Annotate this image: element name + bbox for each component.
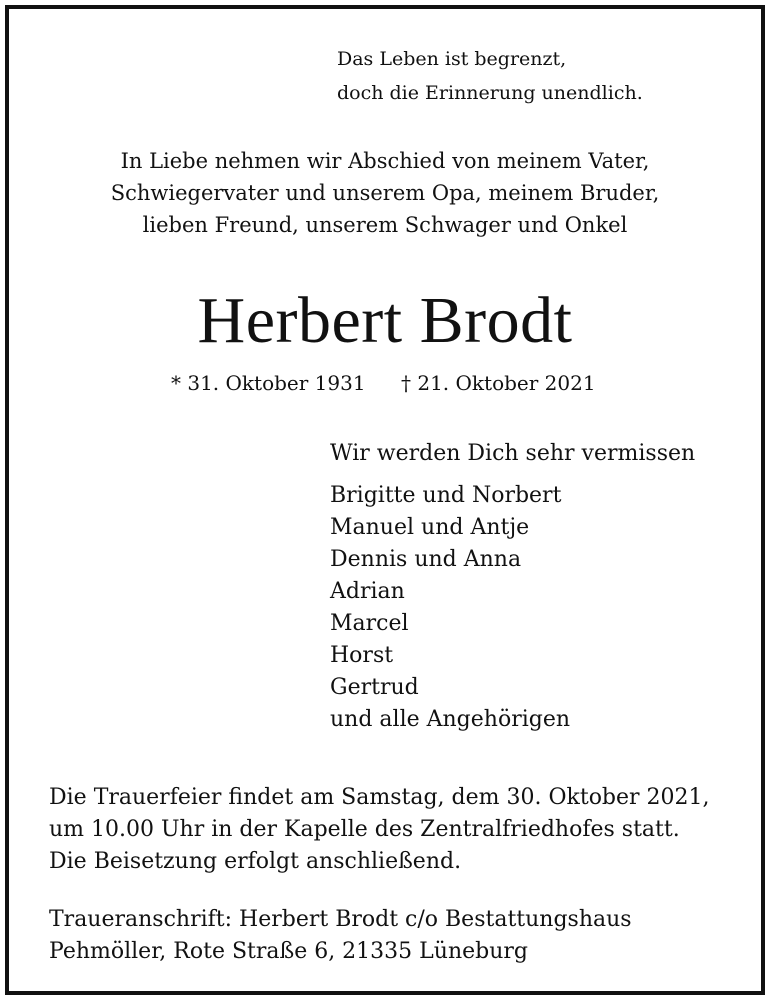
mourner-8: und alle Angehörigen <box>330 707 571 732</box>
ceremony-line-2: um 10.00 Uhr in der Kapelle des Zentralfriedhofes statt. <box>49 817 680 842</box>
death-date: † 21. Oktober 2021 <box>401 371 596 395</box>
ceremony-line-1: Die Trauerfeier findet am Samstag, dem 30. Oktober 2021, <box>49 785 710 810</box>
mourner-3: Dennis und Anna <box>330 547 522 572</box>
mourner-6: Horst <box>330 643 394 668</box>
mourner-7: Gertrud <box>330 675 419 700</box>
address-line-2: Pehmöller, Rote Straße 6, 21335 Lüneburg <box>49 939 528 964</box>
deceased-name: Herbert Brodt <box>197 284 573 357</box>
motto-line-1: Das Leben ist begrenzt, <box>337 48 567 70</box>
mourner-1: Brigitte und Norbert <box>330 483 562 508</box>
intro-line-3: lieben Freund, unserem Schwager und Onkel <box>142 213 628 237</box>
mourner-2: Manuel und Antje <box>330 515 530 540</box>
mourner-5: Marcel <box>330 611 409 636</box>
ceremony-line-3: Die Beisetzung erfolgt anschließend. <box>49 849 462 874</box>
mourner-4: Adrian <box>330 579 405 604</box>
address-line-1: Traueranschrift: Herbert Brodt c/o Bestattungshaus <box>49 907 632 932</box>
motto-line-2: doch die Erinnerung unendlich. <box>337 82 643 104</box>
intro-line-2: Schwiegervater und unserem Opa, meinem Bruder, <box>110 181 660 205</box>
birth-date: * 31. Oktober 1931 <box>171 371 366 395</box>
obituary-frame <box>5 5 765 995</box>
intro-line-1: In Liebe nehmen wir Abschied von meinem Vater, <box>120 149 650 173</box>
closing-line: Wir werden Dich sehr vermissen <box>330 441 696 466</box>
